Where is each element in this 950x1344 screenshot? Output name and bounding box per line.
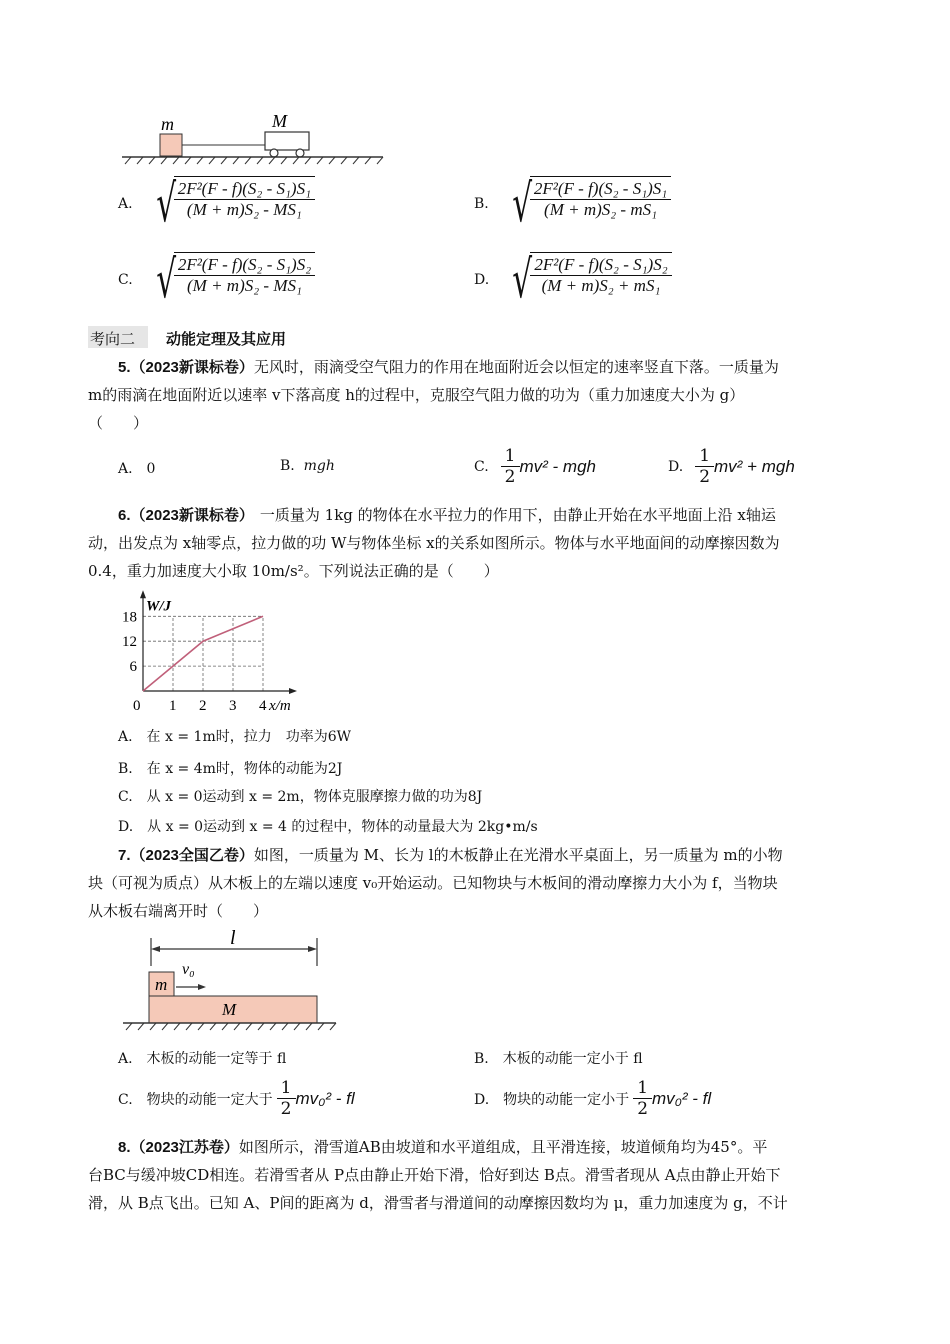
q7-option-b[interactable]: B. 木板的动能一定小于 fl (474, 1051, 643, 1067)
x-axis-label: x/m (269, 698, 291, 714)
option-label: B. (474, 196, 489, 212)
x-tick-label: 2 (199, 698, 207, 714)
q5-option-c[interactable]: C. $\frac{1}{2}$ mv² - mgh (474, 446, 596, 488)
y-tick-label: 6 (129, 659, 137, 676)
q5-line2: m的雨滴在地面附近以速率 v下落高度 h的过程中，克服空气阻力做的功为（重力加速度大小为 g） (88, 386, 745, 404)
section-heading (88, 326, 868, 348)
section-tag: 考向二 (90, 331, 136, 348)
q6-option-b[interactable]: B. 在 x = 4m时，物体的动能为2J (118, 761, 343, 777)
q4-a-denominator: (M + m)S₂ - MS₁ (186, 200, 302, 220)
q6-line1: 6.（2023新课标卷） 一质量为 1kg 的物体在水平拉力的作用下，由静止开始在水平地面上沿 x轴运 (118, 506, 776, 524)
velocity-label: v₀ (182, 961, 195, 978)
q8-head: 8.（2023江苏卷） (118, 1139, 239, 1156)
y-tick-label: 12 (122, 634, 137, 651)
q5-option-b[interactable]: B. mgh (280, 458, 335, 474)
q6-option-a[interactable]: A. 在 x = 1m时，拉力 功率为6W (118, 729, 352, 745)
length-label: l (230, 927, 236, 949)
y-tick-label: 18 (122, 609, 137, 626)
q5-line1: 5.（2023新课标卷）无风时，雨滴受空气阻力的作用在地面附近会以恒定的速率竖直下落。一质量为 (118, 358, 779, 376)
q8-line3: 滑，从 B点飞出。已知 A、P间的距离为 d，滑雪者与滑道间的动摩擦因数均为 μ，重力加速度为 g，不计 (88, 1194, 788, 1212)
q7-line3: 从木板右端离开时（ ） (88, 902, 269, 920)
q6-option-c[interactable]: C. 从 x = 0运动到 x = 2m，物体克服摩擦力做的功为8J (118, 789, 483, 805)
board-label: M (222, 1000, 237, 1019)
label-m: m (161, 114, 174, 134)
q4-d-numerator: 2F²(F - f)(S₂ - S₁)S₂ (534, 255, 668, 274)
y-axis-arrow (140, 590, 146, 598)
q5-line3: （ ） (88, 414, 149, 432)
x-tick-label: 1 (169, 698, 177, 714)
block-label: m (155, 975, 168, 994)
x-axis-arrow (289, 688, 297, 694)
x-tick-label: 3 (229, 698, 237, 714)
q6-head: 6.（2023新课标卷） (118, 507, 254, 524)
q4-option-d[interactable]: D. √ $\frac{\text{2F²(F - f)(S₂ - S₁)S₂}}{\text{(M + m)S₂ + mS₁}}$ (474, 252, 672, 308)
q5-option-a[interactable]: A. 0 (118, 461, 156, 477)
option-label: C. (118, 272, 133, 288)
label-M: M (272, 111, 287, 131)
option-label: D. (474, 272, 490, 288)
q4-c-denominator: (M + m)S₂ - MS₁ (187, 276, 302, 296)
work-position-chart (118, 586, 308, 716)
q8-line1: 8.（2023江苏卷）如图所示，滑雪道AB由坡道和水平道组成，且平滑连接，坡道倾角均为45°。平 (118, 1138, 768, 1156)
q7-option-d[interactable]: D. 物块的动能一定小于 $\frac{1}{2}$ mv₀² - fl (474, 1078, 712, 1120)
q4-d-denominator: (M + m)S₂ + mS₁ (541, 276, 661, 296)
q8-line2: 台BC与缓冲坡CD相连。若滑雪者从 P点由静止开始下滑，恰好到达 B点。滑雪者现从 A点由静止开始下 (88, 1166, 781, 1184)
option-label: A. (118, 196, 133, 212)
q4-c-numerator: 2F²(F - f)(S₂ - S₁)S₂ (177, 255, 312, 274)
q7-option-a[interactable]: A. 木板的动能一定等于 fl (118, 1051, 287, 1067)
q6-line3: 0.4，重力加速度大小取 10m/s²。下列说法正确的是（ ） (88, 562, 499, 580)
x-tick-label: 0 (133, 698, 141, 714)
y-axis-label: W/J (146, 598, 172, 615)
x-tick-label: 4 (259, 698, 267, 714)
section-title: 动能定理及其应用 (166, 331, 287, 348)
q7-option-c[interactable]: C. 物块的动能一定大于 $\frac{1}{2}$ mv₀² - fl (118, 1078, 355, 1120)
q5-head: 5.（2023新课标卷） (118, 359, 254, 376)
q4-b-numerator: 2F²(F - f)(S₂ - S₁)S₁ (533, 179, 668, 198)
q7-head: 7.（2023全国乙卷） (118, 847, 254, 864)
board-block-figure (118, 924, 343, 1036)
q5-option-d[interactable]: D. $\frac{1}{2}$ mv² + mgh (668, 446, 795, 488)
q6-line2: 动，出发点为 x轴零点，拉力做的功 W与物体坐标 x的关系如图所示。物体与水平地面间的动摩擦因数为 (88, 534, 780, 552)
q4-option-c[interactable]: C. √ $\frac{\text{2F²(F - f)(S₂ - S₁)S₂}}{\text{(M + m)S₂ - MS₁}}$ (118, 252, 315, 308)
q7-line1: 7.（2023全国乙卷）如图，一质量为 M、长为 l的木板静止在光滑水平桌面上，另一质量为 m的小物 (118, 846, 783, 864)
q4-a-numerator: 2F²(F - f)(S₂ - S₁)S₁ (177, 179, 311, 198)
q4-b-denominator: (M + m)S₂ - mS₁ (544, 200, 658, 220)
q7-line2: 块（可视为质点）从木板上的左端以速度 v₀开始运动。已知物块与木板间的滑动摩擦力大小为 f，当物块 (88, 874, 778, 892)
q4-option-a[interactable]: A. √ $\frac{\text{2F²(F - f)(S₂ - S₁)S₁}}{\text{(M + m)S₂ - MS₁}}$ (118, 176, 315, 232)
top-figure (115, 108, 390, 170)
q4-option-b[interactable]: B. √ $\frac{\text{2F²(F - f)(S₂ - S₁)S₁}}{\text{(M + m)S₂ - mS₁}}$ (474, 176, 671, 232)
q6-option-d[interactable]: D. 从 x = 0运动到 x = 4 的过程中，物体的动量最大为 2kg•m/s (118, 819, 538, 835)
